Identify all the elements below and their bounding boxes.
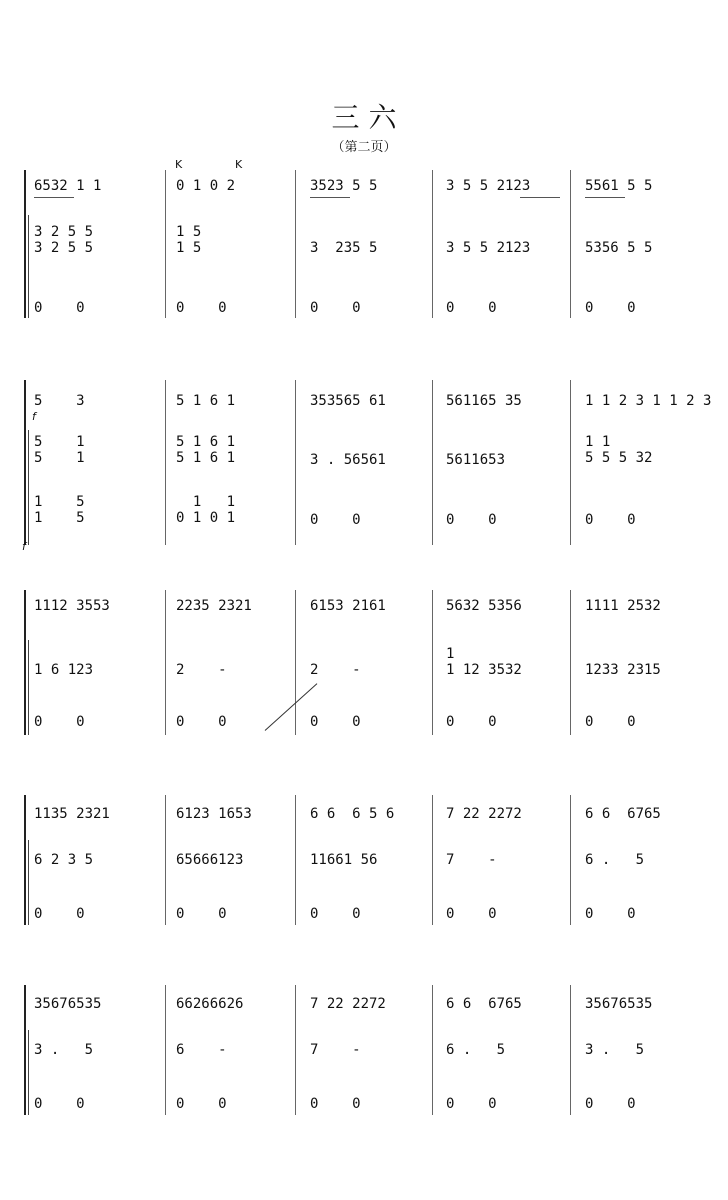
staff-bracket <box>28 215 29 318</box>
barline <box>570 170 571 318</box>
bass-measure: 0 0 <box>176 300 227 316</box>
bass-measure: 0 0 <box>310 300 361 316</box>
system-5 <box>0 980 728 1120</box>
barline <box>570 380 571 545</box>
score-title: 三 六 <box>331 101 397 134</box>
harmony-measure: 5 1 5 1 <box>34 434 85 466</box>
barline <box>570 590 571 735</box>
melody-measure: 5 3 <box>34 393 85 409</box>
bass-measure: 0 0 <box>585 512 636 528</box>
bass-measure: 0 0 <box>446 300 497 316</box>
bass-measure: 1 1 0 1 0 1 <box>176 494 236 526</box>
harmony-measure: 6 . 5 <box>446 1042 506 1058</box>
bass-measure: 0 0 <box>34 300 85 316</box>
harmony-measure: 1 6 123 <box>34 662 94 678</box>
system-brace <box>24 590 26 735</box>
melody-measure: 35676535 <box>585 996 653 1012</box>
system-4 <box>0 790 728 930</box>
bass-measure: 0 0 <box>446 512 497 528</box>
melody-measure: 6 6 6 5 6 <box>310 806 395 822</box>
harmony-measure: 5 1 6 1 5 1 6 1 <box>176 434 236 466</box>
melody-measure: 6153 2161 <box>310 598 386 614</box>
barline <box>570 795 571 925</box>
melody-measure: 6 6 6765 <box>585 806 661 822</box>
beam-line <box>34 197 74 198</box>
system-1 <box>0 158 728 320</box>
harmony-measure: 2 - <box>310 662 361 678</box>
dynamic-mark: f <box>32 410 36 423</box>
melody-measure: 1 1 2 3 1 1 2 3 <box>585 393 712 409</box>
bass-measure: 0 0 <box>310 1096 361 1112</box>
bass-measure: 0 0 <box>310 512 361 528</box>
staff-bracket <box>28 1030 29 1115</box>
harmony-measure: 6 2 3 5 <box>34 852 94 868</box>
melody-measure: 3 5 5 2123 <box>446 178 531 194</box>
bass-measure: 0 0 <box>34 906 85 922</box>
bass-measure: 0 0 <box>446 714 497 730</box>
bass-measure: 1 5 1 5 <box>34 494 85 526</box>
page-subtitle: （第二页） <box>331 140 397 155</box>
melody-measure: 6532 1 1 <box>34 178 102 194</box>
bass-measure: 0 0 <box>176 714 227 730</box>
melody-measure: 7 22 2272 <box>446 806 522 822</box>
barline <box>432 380 433 545</box>
harmony-measure: 11661 56 <box>310 852 378 868</box>
bass-measure: 0 0 <box>585 714 636 730</box>
harmony-measure: 3 . 5 <box>585 1042 645 1058</box>
bass-measure: 0 0 <box>585 300 636 316</box>
dynamic-mark: f <box>22 540 26 553</box>
harmony-measure: 65666123 <box>176 852 244 868</box>
staff-bracket <box>28 840 29 925</box>
system-brace <box>24 380 26 545</box>
barline <box>432 590 433 735</box>
bass-measure: 0 0 <box>176 1096 227 1112</box>
bass-measure: 0 0 <box>310 714 361 730</box>
harmony-measure: 6 - <box>176 1042 227 1058</box>
melody-measure: 0 1 0 2 <box>176 178 236 194</box>
melody-measure: 5561 5 5 <box>585 178 653 194</box>
barline <box>295 795 296 925</box>
melody-measure: 35676535 <box>34 996 102 1012</box>
barline <box>165 170 166 318</box>
bass-measure: 0 0 <box>176 906 227 922</box>
melody-measure: 2235 2321 <box>176 598 252 614</box>
articulation-mark: K <box>175 158 183 171</box>
harmony-measure: 3 . 56561 <box>310 452 386 468</box>
harmony-measure: 7 - <box>446 852 497 868</box>
melody-measure: 7 22 2272 <box>310 996 386 1012</box>
harmony-measure: 5356 5 5 <box>585 240 653 256</box>
staff-bracket <box>28 640 29 735</box>
system-brace <box>24 170 26 318</box>
melody-measure: 5632 5356 <box>446 598 522 614</box>
harmony-measure: 5611653 <box>446 452 506 468</box>
bass-measure: 0 0 <box>585 1096 636 1112</box>
barline <box>295 590 296 735</box>
harmony-measure: 3 . 5 <box>34 1042 94 1058</box>
system-brace <box>24 985 26 1115</box>
bass-measure: 0 0 <box>446 1096 497 1112</box>
barline <box>432 170 433 318</box>
barline <box>432 985 433 1115</box>
melody-measure: 1111 2532 <box>585 598 661 614</box>
staff-bracket <box>28 430 29 545</box>
articulation-mark: K <box>235 158 243 171</box>
beam-line <box>310 197 350 198</box>
barline <box>570 985 571 1115</box>
harmony-measure: 1 1 5 5 5 32 <box>585 434 653 466</box>
bass-measure: 0 0 <box>34 1096 85 1112</box>
harmony-measure: 3 5 5 2123 <box>446 240 531 256</box>
harmony-measure: 1233 2315 <box>585 662 661 678</box>
harmony-measure: 1 1 12 3532 <box>446 646 522 678</box>
beam-line <box>520 197 560 198</box>
barline <box>165 985 166 1115</box>
bass-measure: 0 0 <box>446 906 497 922</box>
bass-measure: 0 0 <box>310 906 361 922</box>
barline <box>432 795 433 925</box>
barline <box>295 985 296 1115</box>
barline <box>165 795 166 925</box>
harmony-measure: 7 - <box>310 1042 361 1058</box>
barline <box>165 380 166 545</box>
beam-line <box>585 197 625 198</box>
barline <box>295 170 296 318</box>
system-3 <box>0 590 728 740</box>
bass-measure: 0 0 <box>34 714 85 730</box>
system-brace <box>24 795 26 925</box>
melody-measure: 6 6 6765 <box>446 996 522 1012</box>
bass-measure: 0 0 <box>585 906 636 922</box>
harmony-measure: 1 5 1 5 <box>176 224 202 256</box>
harmony-measure: 2 - <box>176 662 227 678</box>
melody-measure: 561165 35 <box>446 393 522 409</box>
melody-measure: 5 1 6 1 <box>176 393 236 409</box>
system-2 <box>0 350 728 553</box>
melody-measure: 1135 2321 <box>34 806 110 822</box>
barline <box>165 590 166 735</box>
barline <box>295 380 296 545</box>
harmony-measure: 3 235 5 <box>310 240 378 256</box>
melody-measure: 1112 3553 <box>34 598 110 614</box>
melody-measure: 66266626 <box>176 996 244 1012</box>
melody-measure: 353565 61 <box>310 393 386 409</box>
harmony-measure: 6 . 5 <box>585 852 645 868</box>
melody-measure: 6123 1653 <box>176 806 252 822</box>
harmony-measure: 3 2 5 5 3 2 5 5 <box>34 224 94 256</box>
melody-measure: 3523 5 5 <box>310 178 378 194</box>
